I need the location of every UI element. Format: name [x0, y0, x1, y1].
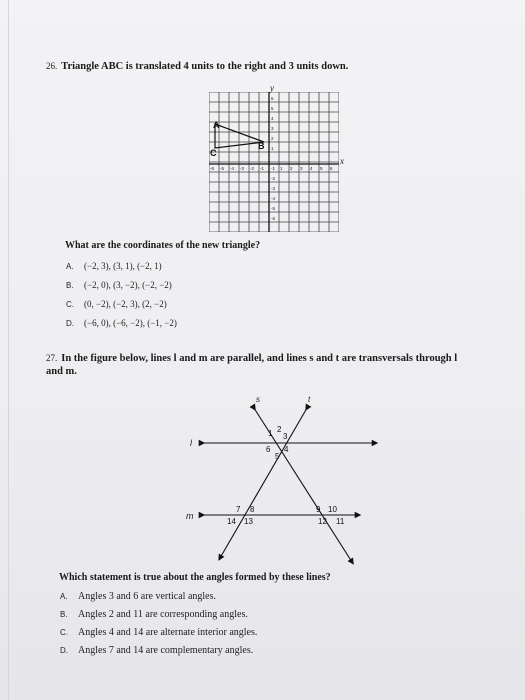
angle-label-8: 8: [250, 505, 255, 514]
choice-text: (−2, 3), (3, 1), (−2, 1): [84, 261, 162, 271]
angle-label-7: 7: [236, 505, 241, 514]
choice-text: Angles 4 and 14 are alternate interior angles.: [78, 627, 258, 638]
x-tick-label: 4: [310, 166, 313, 171]
x-tick-label: 1: [280, 166, 283, 171]
choice-text: (0, −2), (−2, 3), (2, −2): [84, 299, 167, 309]
angle-label-11: 11: [336, 517, 345, 526]
question-26-prompt: What are the coordinates of the new triangle?: [65, 240, 261, 251]
choice-letter: B.: [66, 281, 74, 290]
triangle-abc: [215, 124, 264, 148]
angle-label-1: 1: [268, 429, 273, 438]
x-tick-label: -5: [220, 166, 225, 171]
question-number: 26.: [46, 61, 58, 71]
question-text: Triangle ABC is translated 4 units to the right and 3 units down.: [61, 61, 349, 72]
choice-26-c[interactable]: [66, 299, 167, 309]
question-27-prompt: Which statement is true about the angles formed by these lines?: [59, 572, 331, 583]
angle-label-13: 13: [244, 517, 253, 526]
choice-text: Angles 2 and 11 are corresponding angles.: [78, 609, 248, 620]
choice-letter: A.: [66, 262, 74, 271]
angle-label-3: 3: [283, 432, 288, 441]
x-tick-label: -1: [260, 166, 265, 171]
angle-label-9: 9: [316, 505, 321, 514]
angle-label-12: 12: [318, 517, 327, 526]
choice-letter: B.: [60, 610, 68, 619]
choice-text: Angles 7 and 14 are complementary angles.: [78, 645, 254, 656]
y-tick-label: 1: [271, 146, 274, 151]
choice-letter: C.: [60, 628, 68, 637]
choice-letter: D.: [66, 319, 74, 328]
choice-letter: D.: [60, 646, 68, 655]
x-tick-label: 2: [290, 166, 293, 171]
y-tick-label: -2: [271, 176, 276, 181]
vertex-label-a: A: [213, 120, 220, 130]
line-label-l: l: [190, 438, 192, 448]
y-tick-label: 3: [271, 126, 274, 131]
angle-label-4: 4: [284, 445, 289, 454]
parallel-lines-figure: [180, 390, 380, 565]
choice-text: (−6, 0), (−6, −2), (−1, −2): [84, 318, 177, 328]
angle-label-2: 2: [277, 425, 282, 434]
choice-26-a[interactable]: [66, 261, 162, 271]
x-tick-label: 3: [300, 166, 303, 171]
y-axis-label: y: [270, 83, 274, 93]
y-tick-label: 5: [271, 106, 274, 111]
choice-27-b[interactable]: [60, 609, 248, 620]
choice-26-d[interactable]: [66, 318, 177, 328]
choice-letter: A.: [60, 592, 68, 601]
choice-26-b[interactable]: [66, 280, 172, 290]
question-27: [46, 352, 476, 378]
choice-27-a[interactable]: [60, 591, 216, 602]
question-text: In the figure below, lines l and m are parallel, and lines s and t are transversals through l and m.: [46, 353, 458, 377]
choice-text: Angles 3 and 6 are vertical angles.: [78, 591, 217, 602]
question-number: 27.: [46, 353, 58, 363]
angle-label-14: 14: [227, 517, 236, 526]
choice-text: (−2, 0), (3, −2), (−2, −2): [84, 280, 172, 290]
coordinate-grid: [209, 92, 339, 232]
line-label-s: s: [256, 395, 260, 404]
y-tick-label: 4: [271, 116, 274, 121]
question-26: [46, 60, 348, 73]
x-axis-label: x: [340, 156, 344, 166]
line-label-t: t: [308, 395, 311, 404]
x-tick-label: 6: [330, 166, 333, 171]
y-tick-label: -6: [271, 216, 276, 221]
x-tick-label: -4: [230, 166, 235, 171]
y-tick-label: -4: [271, 196, 276, 201]
vertex-label-b: B: [258, 141, 265, 151]
y-tick-label: -5: [271, 206, 276, 211]
y-tick-label: -3: [271, 186, 276, 191]
angle-label-6: 6: [266, 445, 271, 454]
choice-letter: C.: [66, 300, 74, 309]
y-tick-label: -1: [271, 166, 276, 171]
y-tick-label: 2: [271, 136, 274, 141]
x-tick-label: -3: [240, 166, 245, 171]
line-s: [220, 408, 307, 558]
choice-27-d[interactable]: [60, 645, 253, 656]
y-tick-label: 6: [271, 96, 274, 101]
angle-label-10: 10: [328, 505, 337, 514]
vertex-label-c: C: [210, 148, 217, 158]
angle-label-5: 5: [275, 452, 280, 461]
choice-27-c[interactable]: [60, 627, 257, 638]
x-tick-label: 5: [320, 166, 323, 171]
x-tick-label: -2: [250, 166, 255, 171]
x-tick-label: -6: [210, 166, 215, 171]
line-label-m: m: [186, 511, 194, 521]
